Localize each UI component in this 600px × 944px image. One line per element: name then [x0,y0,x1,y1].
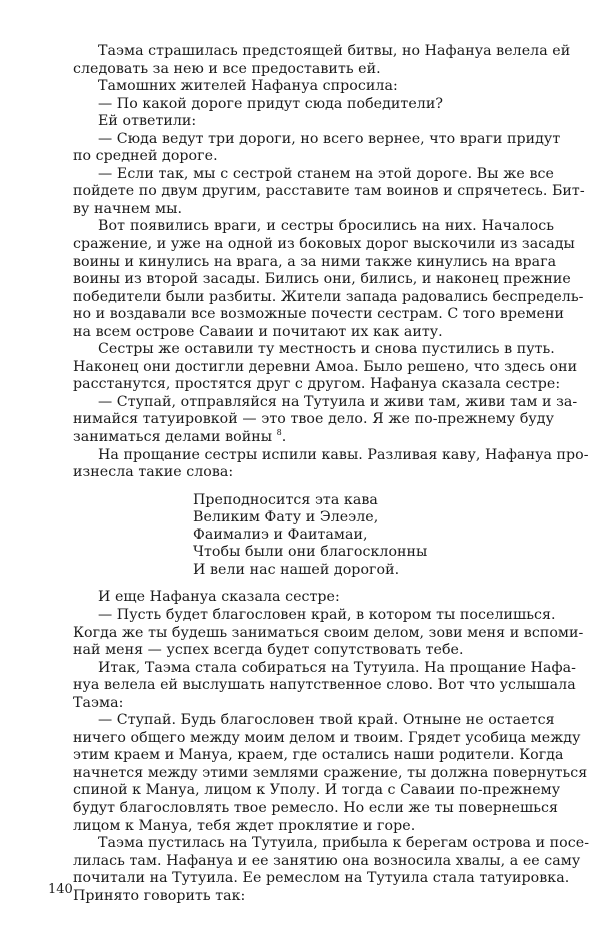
text-line [48,624,584,643]
paragraph [48,712,588,835]
paragraph [48,446,589,482]
text-line-content: — Ступай, отправляйся на Тутуила и живи там, живи там и за- [98,393,578,410]
paragraph [48,589,554,607]
text-line-content: спиной к Мануа, лицом к Уполу. И тогда с Саваии по-прежнему [73,782,561,799]
poem-verse: Преподносится эта кава [193,491,378,508]
paragraph [48,96,554,114]
text-line [48,729,581,748]
text-line [48,183,585,201]
text-line [48,113,554,131]
text-line [48,236,575,254]
text-line-content: — Если так, мы с сестрой станем на этой дороге. Вы же все [98,165,554,182]
text-line [48,642,554,660]
text-line-content: ничего общего между моим делом и твоим. Грядет усобица между [73,729,581,746]
text-line [48,288,584,307]
poem [193,492,554,580]
text-line [48,253,557,272]
text-line-content: — Ступай. Будь благословен твой край. Отныне не остается [98,712,555,729]
text-line-content: заниматься делами войны [73,429,273,446]
book-page-text [48,43,590,905]
text-line-content: И еще Нафануа сказала сестре: [98,589,340,606]
text-line [48,324,554,342]
text-line [48,464,554,482]
paragraph [48,43,571,78]
text-line [48,446,589,465]
text-line-content: будут благословлять твое ремесло. Но если же ты повернешься [73,799,558,816]
paragraph [48,165,585,219]
text-line [48,61,554,79]
paragraph [48,113,554,131]
text-line [48,429,554,447]
text-line [48,747,564,765]
poem-verse: Великим Фату и Элеэле, [193,509,379,526]
text-line-content: расстанутся, простятся друг с другом. Нафануа сказала сестре: [73,376,561,393]
text-line-content: этим краем и Мануа, краем, где остались наши родители. Когда [73,747,564,764]
text-line-content: нимайся татуировкой — это твое дело. Я же по-прежнему буду [73,411,554,428]
paragraph [48,341,578,394]
text-line [48,218,554,236]
text-line [48,130,561,149]
text-line [48,888,554,906]
text-line [48,306,565,324]
footnote-tail: . [281,429,287,446]
text-line-content: изнесла такие слова: [73,464,234,481]
text-line [48,376,561,394]
text-line-content: — По какой дороге придут сюда победители? [98,95,443,112]
text-line-content: ву начнем мы. [73,200,183,217]
text-line [48,589,554,607]
paragraph [48,659,577,713]
text-line-content: Принято говорить так: [73,887,246,904]
text-line [48,166,554,184]
text-line-content: Вот появились враги, и сестры бросились на них. Началось [98,218,554,235]
text-line [48,341,554,359]
poem-verse: Чтобы были они благосклонны [193,544,428,561]
text-line [48,411,554,429]
text-line [48,271,571,289]
text-line [48,870,570,888]
text-line-content: воины из второй засады. Бились они, бились, и наконец прежние [73,271,571,288]
text-line [48,607,554,625]
text-line [48,782,561,800]
text-line [48,852,581,871]
page-number: 140 [48,882,73,897]
poem-verse: И вели нас нашей дорогой. [193,561,400,578]
footnote-marker[interactable]: 8 [276,428,282,438]
text-line-content: по средней дороге. [73,148,218,165]
text-line [48,835,590,853]
text-line [48,818,554,836]
text-line-content: начнется между этими землями сражение, ты должна повернуться [73,764,588,781]
paragraph [48,835,590,905]
paragraph [48,218,584,341]
text-line-content: следовать за нею и все предоставить ей. [73,60,381,77]
text-line-content: Итак, Таэма стала собираться на Тутуила. На прощание Нафа- [98,659,577,676]
paragraph [48,606,584,660]
text-line-content: победители были разбиты. Жители запада радовались беспредель- [73,288,584,305]
text-line-content: Тамошних жителей Нафануа спросила: [98,78,398,95]
text-line [48,764,588,783]
text-line [48,695,554,713]
text-line-content: Таэма: [73,694,124,711]
text-line [48,96,554,114]
text-line-content: но и воздавали все возможные почести сестрам. С того времени [73,306,565,323]
text-line-content: пойдете по двум другим, расставите там воинов и спрячетесь. Бит- [73,183,585,200]
text-line-content: Ей ответили: [98,113,197,130]
text-line-content: Таэма пустилась на Тутуила, прибыла к берегам острова и посе- [98,835,590,852]
text-line [48,78,554,96]
text-line [48,358,578,377]
text-line [48,659,577,678]
text-line-content: най меня — успех всегда будет сопутствовать тебе. [73,642,464,659]
text-line-content: Сестры же оставили ту местность и снова пустились в путь. [98,341,555,358]
text-line [48,201,554,219]
text-line [48,393,578,412]
text-line-content: Когда же ты будешь заниматься своим делом, зови меня и вспоми- [73,624,584,641]
text-line-content: — Сюда ведут три дороги, но всего вернее, что враги придут [98,130,561,147]
paragraph [48,78,554,96]
poem-verse: Фаималиэ и Фаитамаи, [193,526,368,543]
text-line [48,148,554,166]
text-line [48,43,571,61]
text-line-content: почитали на Тутуила. Ее ремеслом на Тутуила стала татуировка. [73,870,570,887]
paragraph [48,393,578,447]
text-line-content: воины и кинулись на врага, а за ними также кинулись на врага [73,253,557,270]
text-line-content: Наконец они достигли деревни Амоа. Было решено, что здесь они [73,358,578,375]
text-line-content: на всем острове Саваии и почитают их как аиту. [73,323,443,340]
text-line-content: нуа велела ей выслушать напутственное слово. Вот что услышала [73,677,576,694]
text-line-content: сражение, и уже на одной из боковых дорог выскочили из засады [73,236,575,253]
text-line-content: На прощание сестры испили кавы. Разливая каву, Нафануа про- [98,446,589,463]
text-line [48,799,558,818]
text-line-content: лицом к Мануа, тебя ждет проклятие и горе. [73,817,416,834]
text-line-content: лилась там. Нафануа и ее занятию она возносила хвалы, а ее саму [73,852,581,869]
text-line-content: — Пусть будет благословен край, в котором ты поселишься. [98,606,556,623]
text-line [48,677,576,695]
paragraph [48,130,561,166]
text-line [48,712,554,730]
text-line-content: Таэма страшилась предстоящей битвы, но Нафануа велела ей [98,43,571,59]
